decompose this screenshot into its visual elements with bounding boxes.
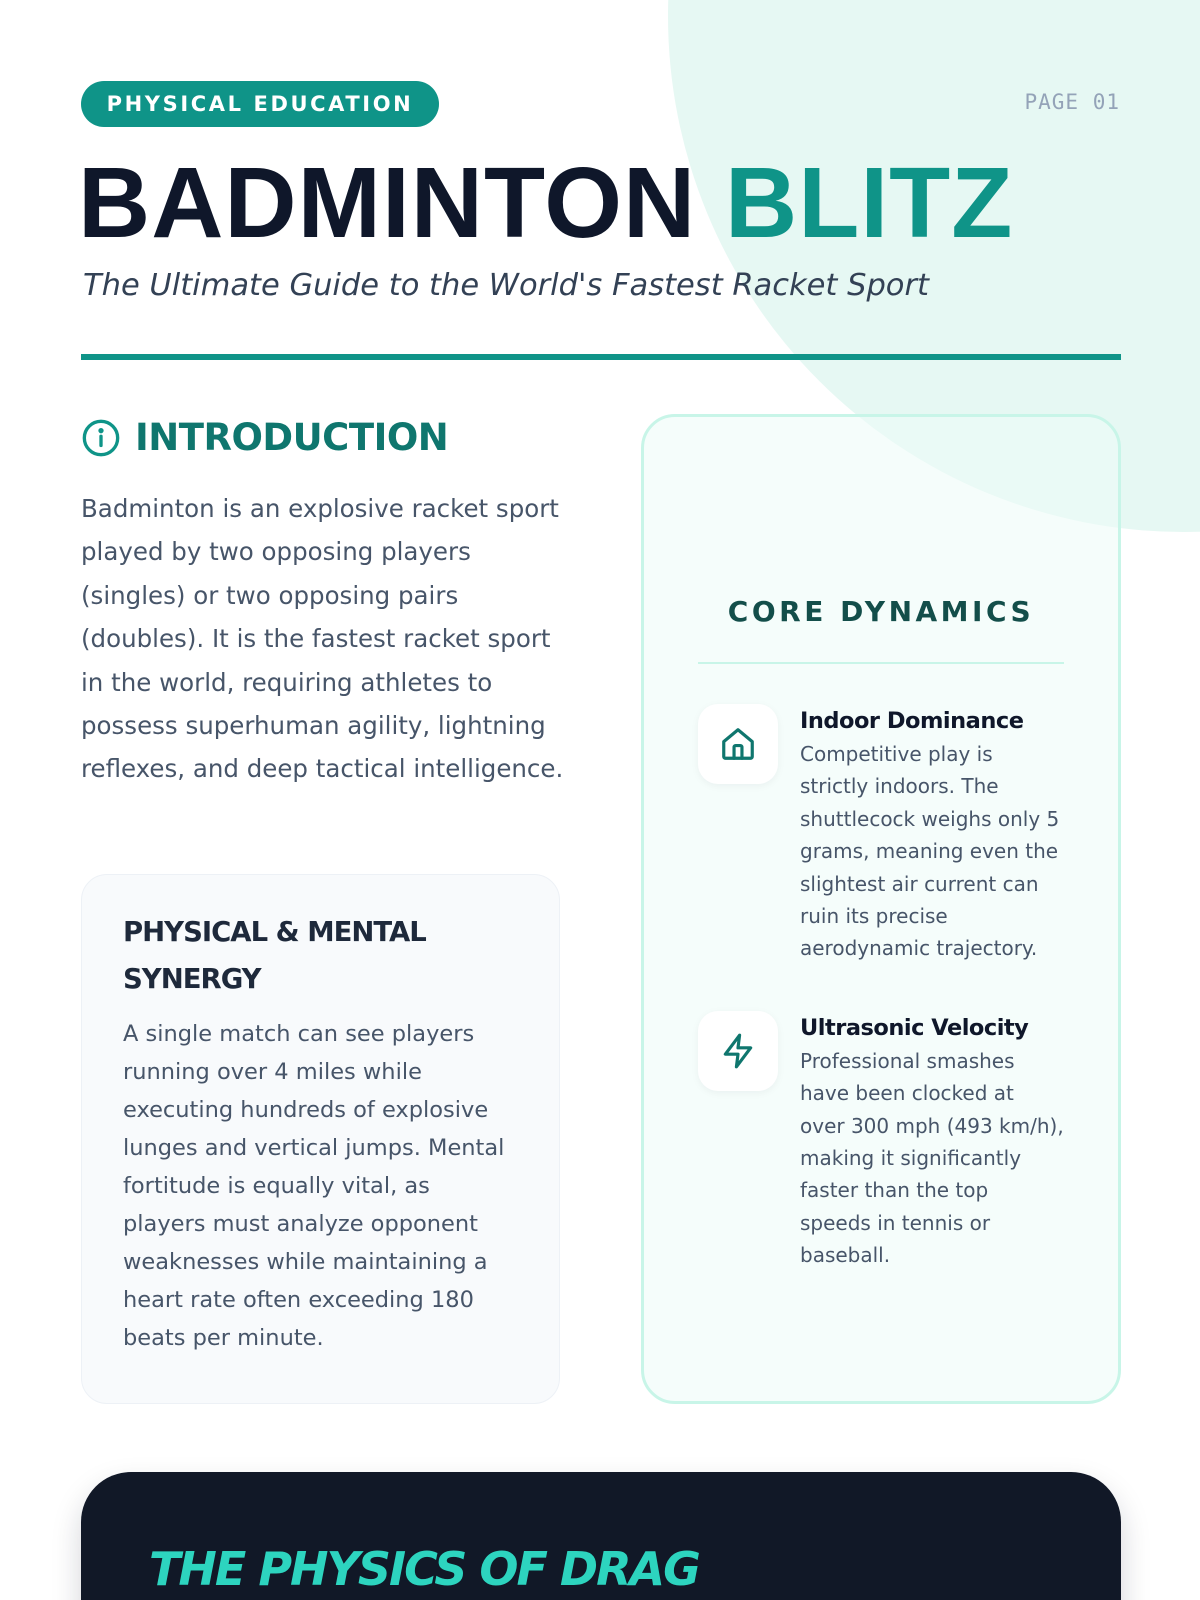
feature-description: Professional smashes have been clocked at over 300 mph (493 km/h), making it significantly faster than the top speeds in tennis or baseball. bbox=[800, 1048, 1064, 1268]
synergy-card bbox=[81, 874, 560, 1404]
core-dynamics-divider bbox=[698, 662, 1064, 664]
feature-description: Competitive play is strictly indoors. The shuttlecock weighs only 5 grams, meaning even the slightest air current can ruin its precise aerodynamic trajectory. bbox=[800, 742, 1060, 961]
info-circle-icon bbox=[81, 418, 121, 458]
synergy-heading: PHYSICAL & MENTAL SYNERGY bbox=[123, 916, 426, 995]
physics-of-drag-heading: THE PHYSICS OF DRAG bbox=[149, 1542, 699, 1596]
page-number: PAGE 01 bbox=[1024, 90, 1120, 114]
page-title bbox=[78, 148, 1013, 258]
header-divider bbox=[81, 354, 1121, 360]
core-dynamics-heading: CORE DYNAMICS bbox=[727, 595, 1035, 628]
home-icon bbox=[719, 725, 757, 763]
introduction-heading-text: INTRODUCTION bbox=[135, 416, 449, 459]
introduction-body: Badminton is an explosive racket sport played by two opposing players (singles) or two opposing pairs (doubles). It is the fastest racket sport in the world, requiring athletes to possess superhuman agility, lightning reflexes, and deep tactical intelligence. bbox=[81, 494, 564, 784]
feature-title: Indoor Dominance bbox=[800, 708, 1024, 734]
core-dynamics-card bbox=[641, 414, 1121, 1404]
title-accent: BLITZ bbox=[725, 147, 1014, 259]
feature-icon-box bbox=[698, 1011, 778, 1091]
synergy-body: A single match can see players running over 4 miles while executing hundreds of explosive lunges and vertical jumps. Mental fortitude is equally vital, as players must analyze opponent weaknesses while maintaining a heart rate often exceeding 180 beats per minute. bbox=[123, 1021, 505, 1351]
feature-title: Ultrasonic Velocity bbox=[800, 1014, 1029, 1041]
feature-icon-box bbox=[698, 704, 778, 784]
title-main: BADMINTON bbox=[78, 147, 697, 259]
feature-indoor-dominance bbox=[698, 704, 1064, 965]
feature-ultrasonic-velocity bbox=[698, 1011, 1064, 1272]
introduction-heading bbox=[81, 416, 448, 459]
category-pill: PHYSICAL EDUCATION bbox=[81, 81, 439, 127]
page-subtitle: The Ultimate Guide to the World's Fastest Racket Sport bbox=[83, 268, 929, 303]
physics-of-drag-panel bbox=[81, 1472, 1121, 1600]
lightning-bolt-icon bbox=[719, 1032, 757, 1070]
